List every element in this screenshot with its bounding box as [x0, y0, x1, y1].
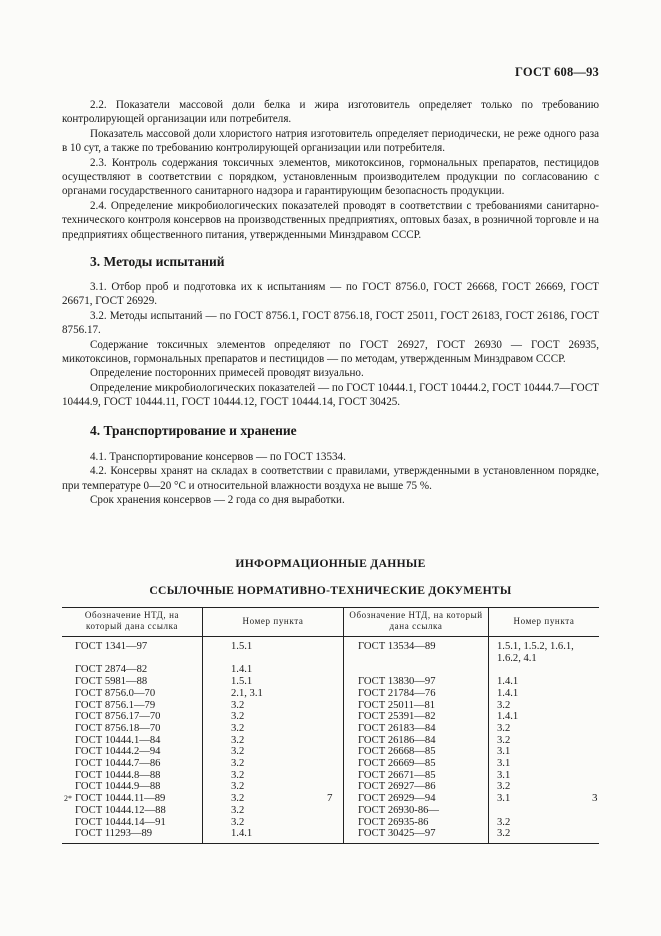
- paragraph-3-2: 3.2. Методы испытаний — по ГОСТ 8756.1, ГОСТ 8756.18, ГОСТ 25011, ГОСТ 26183, ГОСТ 26186, ГОСТ 8756.17.: [62, 309, 599, 337]
- clause-number-right-cell: 3.2: [489, 723, 600, 735]
- table-header-row: [62, 608, 599, 637]
- clause-number-right-cell: 1.4.1: [489, 688, 600, 700]
- table-row: [62, 805, 599, 817]
- table-row: [62, 664, 599, 676]
- paragraph-microbiology: Определение микробиологических показателей — по ГОСТ 10444.1, ГОСТ 10444.2, ГОСТ 10444.7—ГОСТ 10444.9, ГОСТ 10444.11, ГОСТ 10444.12, ГОСТ 10444.14, ГОСТ 30425.: [62, 381, 599, 409]
- section-3-text: [62, 280, 599, 410]
- ntd-designation-right-cell: ГОСТ 13830—97: [344, 676, 489, 688]
- ntd-designation-right-cell: ГОСТ 26929—94: [344, 793, 489, 805]
- table-row: [62, 746, 599, 758]
- section-3-heading: 3. Методы испытаний: [90, 254, 225, 269]
- ntd-designation-left-cell: ГОСТ 10444.9—88: [75, 781, 161, 793]
- paragraph-sodium-chloride: Показатель массовой доли хлористого натрия изготовитель определяет периодически, не реже одного раза в 10 сут, а также по требованию контролирующей организации или потребителя.: [62, 127, 599, 155]
- ntd-designation-left-cell: ГОСТ 8756.17—70: [75, 711, 161, 723]
- clause-number-left-cell: 3.2: [203, 770, 344, 782]
- clause-number-left-cell: 3.2: [203, 700, 344, 712]
- clause-number-left-cell: 3.2: [203, 805, 344, 817]
- header-ntd-designation-right: Обозначение НТД, на который дана ссылка: [344, 608, 489, 637]
- ntd-designation-left-cell: ГОСТ 10444.14—91: [75, 816, 166, 828]
- table-row: [62, 688, 599, 700]
- header-clause-number-left: Номер пункта: [203, 608, 344, 637]
- clause-number-right-cell: 1.4.1: [489, 676, 600, 688]
- clause-number-right-cell: 1.5.1, 1.5.2, 1.6.1, 1.6.2, 4.1: [489, 637, 600, 665]
- reference-documents-title: ССЫЛОЧНЫЕ НОРМАТИВНО-ТЕХНИЧЕСКИЕ ДОКУМЕНТЫ: [149, 584, 512, 597]
- header-clause-number-right: Номер пункта: [489, 608, 600, 637]
- ntd-designation-left-cell: ГОСТ 2874—82: [75, 664, 148, 676]
- paragraph-4-2: 4.2. Консервы хранят на складах в соответствии с правилами, утвержденными в установленном порядке, при температуре 0—20 °С и относительной влажности воздуха не выше 75 %.: [62, 465, 599, 492]
- clause-number-right-cell: [489, 664, 600, 676]
- info-data-title: ИНФОРМАЦИОННЫЕ ДАННЫЕ: [235, 557, 426, 570]
- table-row: [62, 711, 599, 723]
- clause-number-left-cell: 1.5.1: [203, 637, 344, 665]
- paragraph-4-1: 4.1. Транспортирование консервов — по ГОСТ 13534.: [90, 451, 346, 463]
- section-4-text: [62, 450, 599, 508]
- paragraph-toxic-elements: Содержание токсичных элементов определяют по ГОСТ 26927, ГОСТ 26930 — ГОСТ 26935, микотоксинов, гормональных препаратов и пестицидов — по методам, утвержденным Минздравом СССР.: [62, 338, 599, 366]
- ntd-designation-left-cell: ГОСТ 10444.7—86: [75, 758, 161, 770]
- clause-number-right-cell: 1.4.1: [489, 711, 600, 723]
- ntd-designation-right-cell: ГОСТ 26669—85: [344, 758, 489, 770]
- ntd-designation-left-cell: ГОСТ 10444.1—84: [75, 734, 161, 746]
- ntd-designation-left-cell: ГОСТ 10444.12—88: [75, 804, 166, 816]
- ntd-designation-left-cell: ГОСТ 10444.2—94: [75, 746, 161, 758]
- table-row: [62, 735, 599, 747]
- paragraph-shelf-life: Срок хранения консервов — 2 года со дня выработки.: [90, 494, 345, 507]
- ntd-designation-left-cell: ГОСТ 5981—88: [75, 676, 148, 688]
- table-row: [62, 758, 599, 770]
- ntd-designation-right-cell: ГОСТ 25011—81: [344, 700, 489, 712]
- table-row: [62, 723, 599, 735]
- clause-number-right-cell: 3.2: [489, 735, 600, 747]
- ntd-designation-right-cell: ГОСТ 13534—89: [344, 637, 489, 665]
- clause-number-right-cell: 3.1: [489, 793, 600, 805]
- ntd-designation-right-cell: ГОСТ 26927—86: [344, 781, 489, 793]
- table-row: [62, 676, 599, 688]
- clause-number-right-cell: 3.1: [489, 758, 600, 770]
- ntd-designation-left-cell: ГОСТ 11293—89: [62, 828, 203, 843]
- clause-number-left-cell: 3.2: [203, 817, 344, 829]
- ntd-designation-left-cell: ГОСТ 10444.8—88: [75, 769, 161, 781]
- table-row: [62, 770, 599, 782]
- section-2-text: [62, 98, 599, 242]
- clause-number-left-cell: 1.4.1: [203, 828, 344, 843]
- ntd-designation-right-cell: ГОСТ 26186—84: [344, 735, 489, 747]
- paragraph-2-3: 2.3. Контроль содержания токсичных элементов, микотоксинов, гормональных препаратов, пестицидов осуществляют в соответствии с порядком, установленным производителем продукции по согласованию с органами государственного санитарного надзора и гарантирующим безопасность продукции.: [62, 156, 599, 198]
- clause-number-right-cell: 3.1: [489, 746, 600, 758]
- clause-number-left-cell: 3.2: [203, 723, 344, 735]
- footer-center-number: 7: [327, 792, 333, 804]
- clause-number-right-cell: 3.1: [489, 770, 600, 782]
- table-row: [62, 637, 599, 665]
- gost-header: ГОСТ 608—93: [515, 65, 599, 79]
- clause-number-left-cell: 2.1, 3.1: [203, 688, 344, 700]
- paragraph-impurities: Определение посторонних примесей проводят визуально.: [90, 367, 364, 380]
- ntd-designation-left-cell: ГОСТ 10444.11—89: [75, 793, 166, 805]
- table-row: [62, 700, 599, 712]
- paragraph-3-1: 3.1. Отбор проб и подготовка их к испытаниям — по ГОСТ 8756.0, ГОСТ 26668, ГОСТ 26669, ГОСТ 26671, ГОСТ 26929.: [62, 281, 599, 308]
- section-4-heading: 4. Транспортирование и хранение: [90, 423, 297, 438]
- header-ntd-designation-left: Обозначение НТД, на который дана ссылка: [62, 608, 203, 637]
- clause-number-left-cell: 3.2: [203, 758, 344, 770]
- reference-documents-table: [62, 607, 599, 844]
- ntd-designation-left-cell: ГОСТ 8756.1—79: [75, 699, 156, 711]
- table-row: [62, 828, 599, 843]
- clause-number-left-cell: 3.2: [203, 746, 344, 758]
- paragraph-2-4: 2.4. Определение микробиологических показателей проводят в соответствии с требованиями санитарно-технического контроля консервов на производственных предприятиях, оптовых базах, в розничной торговле и на предприятиях общественного питания, утвержденными Минздравом СССР.: [62, 199, 599, 241]
- ntd-designation-right-cell: ГОСТ 26183—84: [344, 723, 489, 735]
- clause-number-left-cell: 3.2: [203, 793, 344, 805]
- ntd-designation-right-cell: ГОСТ 30425—97: [344, 828, 489, 843]
- clause-number-right-cell: 3.2: [489, 700, 600, 712]
- paragraph-2-2: 2.2. Показатели массовой доли белка и жира изготовитель определяет только по требованию контролирующей организации или потребителя.: [62, 99, 599, 126]
- ntd-designation-right-cell: ГОСТ 26935-86: [344, 817, 489, 829]
- clause-number-right-cell: 3.2: [489, 828, 600, 843]
- ntd-designation-left-cell: ГОСТ 8756.18—70: [75, 722, 161, 734]
- clause-number-left-cell: 1.4.1: [203, 664, 344, 676]
- clause-number-right-cell: 3.2: [489, 781, 600, 793]
- clause-number-right-cell: [489, 805, 600, 817]
- ntd-designation-left-cell: ГОСТ 8756.0—70: [75, 687, 156, 699]
- footer-sheet-mark: 2*: [64, 794, 72, 803]
- ntd-designation-right-cell: ГОСТ 26930-86—: [344, 805, 489, 817]
- page-number: 3: [592, 792, 598, 804]
- clause-number-left-cell: 3.2: [203, 711, 344, 723]
- ntd-designation-right-cell: ГОСТ 26668—85: [344, 746, 489, 758]
- ntd-designation-left-cell: ГОСТ 1341—97: [75, 641, 148, 652]
- ntd-designation-right-cell: ГОСТ 21784—76: [344, 688, 489, 700]
- table-row: [62, 817, 599, 829]
- ntd-designation-right-cell: [344, 664, 489, 676]
- clause-number-left-cell: 3.2: [203, 735, 344, 747]
- ntd-designation-right-cell: ГОСТ 25391—82: [344, 711, 489, 723]
- clause-number-left-cell: 1.5.1: [203, 676, 344, 688]
- ntd-designation-right-cell: ГОСТ 26671—85: [344, 770, 489, 782]
- clause-number-right-cell: 3.2: [489, 817, 600, 829]
- clause-number-left-cell: 3.2: [203, 781, 344, 793]
